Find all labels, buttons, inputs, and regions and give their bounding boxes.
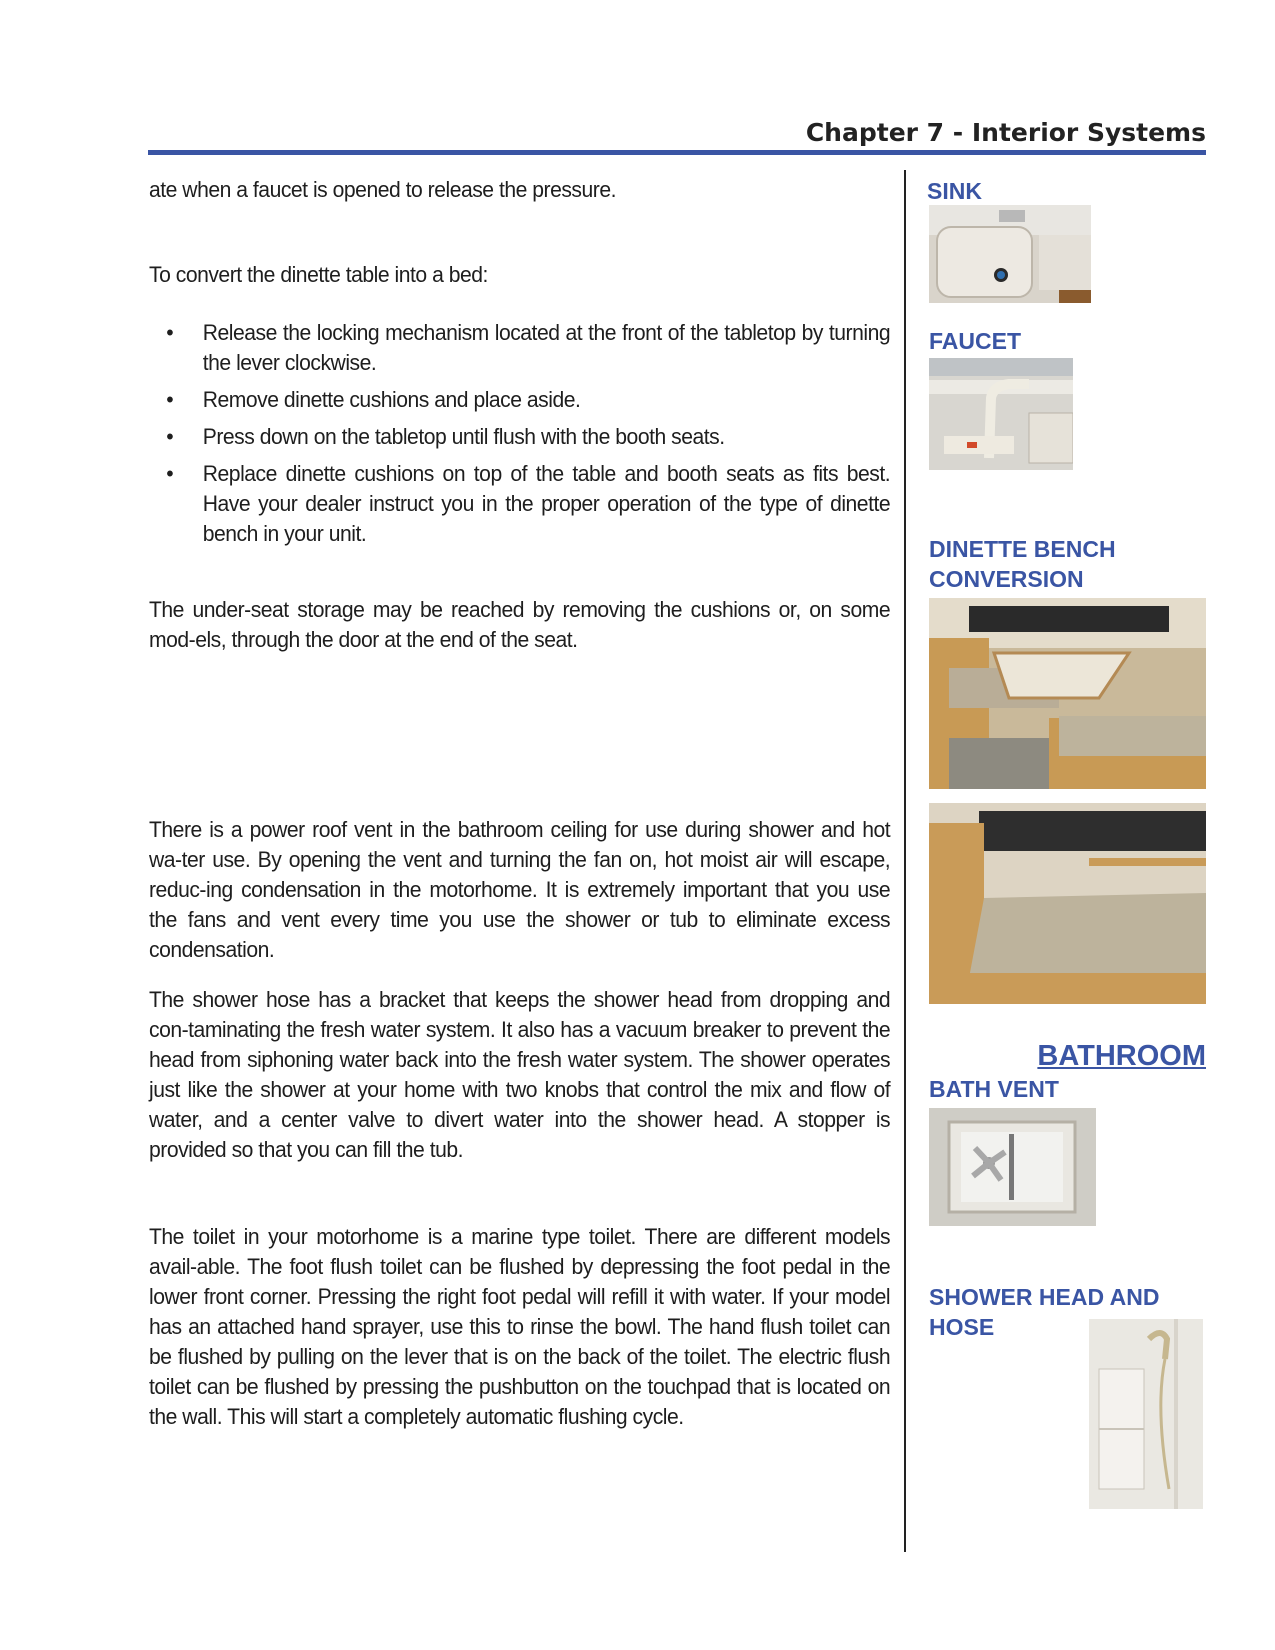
shower-head-photo [1089, 1319, 1203, 1509]
chapter-header: Chapter 7 - Interior Systems [805, 118, 1206, 147]
list-item: • Replace dinette cushions on top of the table and booth seats as fits best. Have your dealer instruct you in the proper operation of the type of dinette bench in your unit. [166, 461, 891, 546]
dinette-bed-photo [929, 803, 1206, 1004]
faucet-heading: FAUCET [929, 328, 1021, 354]
storage-paragraph: The under-seat storage may be reached by removing the cushions or, on some mod-els, through the door at the end of the seat. [149, 597, 891, 652]
dinette-heading: DINETTE BENCH CONVERSION [929, 536, 1116, 592]
shower-heading: SHOWER HEAD AND HOSE [929, 1284, 1160, 1340]
bath-vent-heading: BATH VENT [929, 1076, 1059, 1102]
toilet-paragraph: The toilet in your motorhome is a marine type toilet. There are different models avail-able. The foot flush toilet can be flushed by depressing the foot pedal in the lower front corner. Pressing the right foot pedal will refill it with water. If your model has an attached hand sprayer, use this to rinse the bowl. The hand flush toilet can be flushed by pulling on the lever that is on the back of the toilet. The electric flush toilet can be flushed by pressing the pushbutton on the touchpad that is located on the wall. This will start a completely automatic flushing cycle. [149, 1224, 891, 1429]
header-rule [148, 150, 1206, 155]
list-item: • Remove dinette cushions and place aside. [166, 387, 581, 412]
convert-intro: To convert the dinette table into a bed: [149, 262, 488, 287]
dinette-steps-list [149, 318, 891, 556]
column-divider [904, 170, 906, 1552]
bath-vent-photo [929, 1108, 1096, 1226]
shower-paragraph: The shower hose has a bracket that keeps the shower head from dropping and con-taminating the fresh water system. It also has a vacuum breaker to prevent the head from siphoning water back into the fresh water system. The shower operates just like the shower at your home with two knobs that control the mix and flow of water, and a center valve to divert water into the shower head. A stopper is provided so that you can fill the tub. [149, 987, 891, 1162]
bathroom-section-heading: BATHROOM [1037, 1040, 1206, 1072]
faucet-photo [929, 358, 1073, 470]
sink-heading: SINK [927, 178, 982, 204]
sink-photo [929, 205, 1091, 303]
vent-paragraph: There is a power roof vent in the bathroom ceiling for use during shower and hot wa-ter use. By opening the vent and turning the fan on, hot moist air will escape, reduc-ing condensation in the motorhome. It is extremely important that you use the fans and vent every time you use the shower or tub to eliminate excess condensation. [149, 817, 891, 962]
faucet-paragraph: ate when a faucet is opened to release the pressure. [149, 177, 616, 202]
list-item: • Release the locking mechanism located at the front of the tabletop by turning the lever clockwise. [166, 320, 891, 375]
list-item: • Press down on the tabletop until flush with the booth seats. [166, 424, 725, 449]
dinette-table-photo [929, 598, 1206, 789]
